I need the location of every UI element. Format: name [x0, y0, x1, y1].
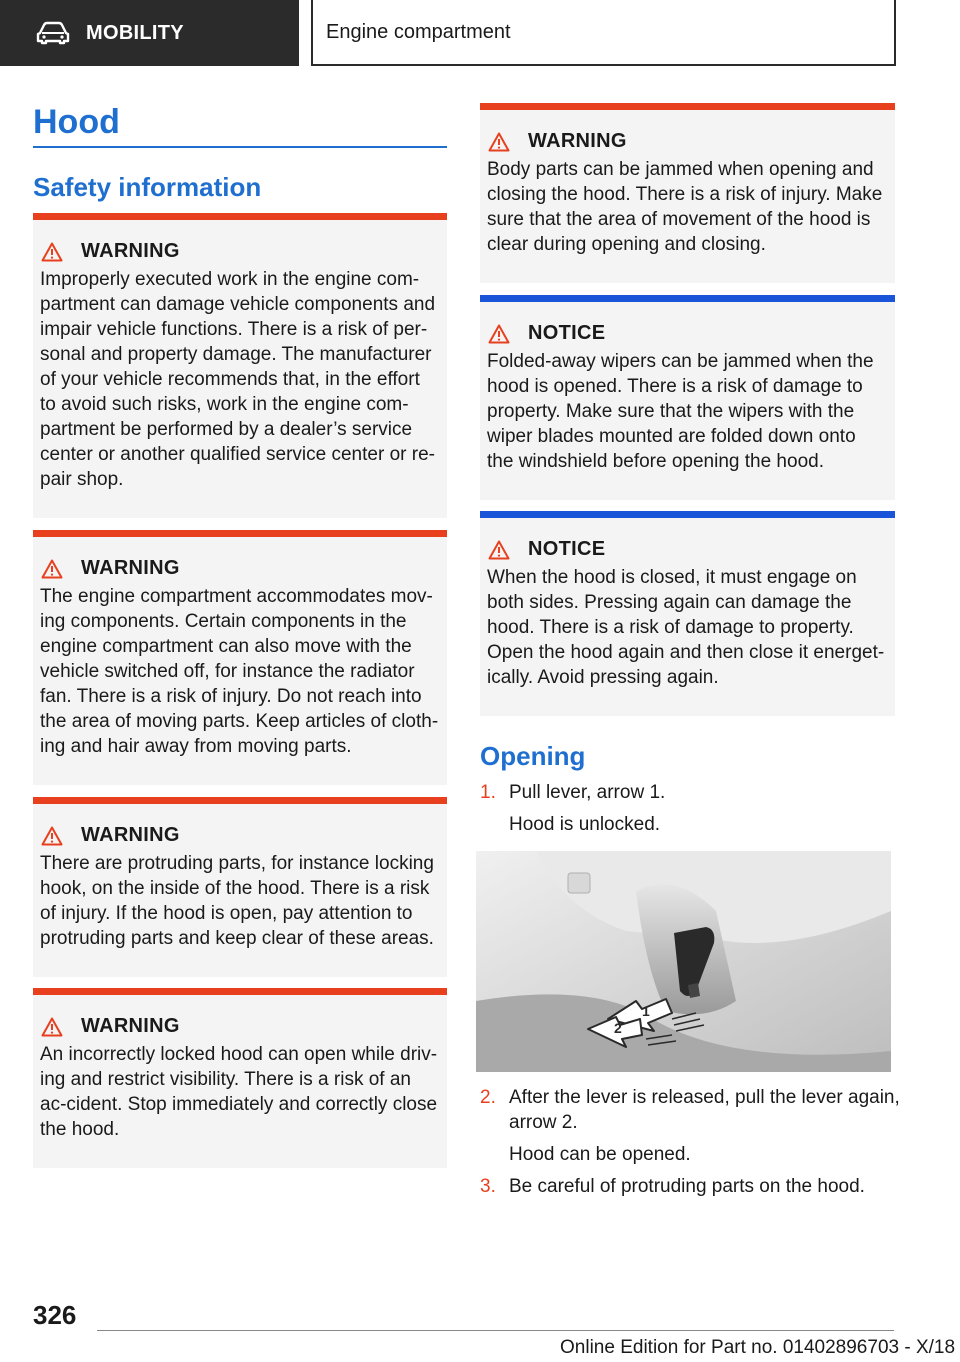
box-text: Folded-away wipers can be jammed when the hood is opened. There is a risk of damage to property. Make sure that the wipers with the wiper blades mounted are folded down onto the windshield before opening the hood. — [487, 351, 874, 472]
step-text: Be careful of protruding parts on the hood. — [509, 1176, 865, 1197]
box-heading-label: WARNING — [81, 557, 180, 579]
list-item — [480, 1174, 900, 1199]
box-text: Improperly executed work in the engine com‐partment can damage vehicle components and impair vehicle functions. There is a risk of per‐sonal and property damage. The manufacturer of your vehicle recommends that, in the effort to avoid such risks, work in the engine com‐partment be performed by a dealer’s service center or another qualified service center or re‐pair shop. — [40, 269, 436, 490]
section-heading-safety: Safety information — [33, 172, 262, 202]
warning-triangle-icon — [488, 540, 510, 560]
box-heading-label: WARNING — [81, 824, 180, 846]
warning-triangle-icon — [488, 132, 510, 152]
list-item — [480, 1085, 900, 1167]
step-result: Hood can be opened. — [509, 1144, 691, 1165]
figure-label-1: 1 — [642, 1003, 650, 1019]
warning-triangle-icon — [41, 826, 63, 846]
breadcrumb[interactable] — [311, 0, 896, 66]
box-heading-label: NOTICE — [528, 538, 606, 560]
box-text: When the hood is closed, it must engage on both sides. Pressing again can damage the hood. There is a risk of damage to property. Open the hood again and then close it energet‐ically. Avoid pressing again. — [487, 567, 885, 688]
hood-lever-illustration — [476, 851, 891, 1072]
box-heading — [41, 557, 439, 580]
warning-box — [33, 988, 447, 1168]
warning-box — [33, 797, 447, 977]
box-heading-label: NOTICE — [528, 322, 606, 344]
warning-triangle-icon — [41, 1017, 63, 1037]
footer-edition: Online Edition for Part no. 01402896703 - X/18 — [560, 1337, 956, 1358]
step-result: Hood is unlocked. — [509, 814, 661, 835]
warning-triangle-icon — [41, 242, 63, 262]
notice-box — [480, 295, 895, 500]
step-text: After the lever is released, pull the lever again, arrow 2. — [509, 1087, 900, 1133]
step-number: 1. — [480, 782, 496, 803]
box-text: An incorrectly locked hood can open while driv‐ing and restrict visibility. There is a risk of an ac‐cident. Stop immediately and correctly close the hood. — [40, 1044, 438, 1140]
warning-triangle-icon — [41, 559, 63, 579]
section-label: MOBILITY — [86, 21, 184, 44]
box-heading-label: WARNING — [528, 130, 627, 152]
box-heading — [488, 130, 887, 153]
box-text: Body parts can be jammed when opening and closing the hood. There is a risk of injury. Make sure that the area of movement of the hood is clear during opening and closing. — [487, 159, 883, 255]
list-item — [480, 780, 900, 837]
box-heading — [41, 1015, 439, 1038]
box-heading — [488, 322, 887, 345]
hood-lever-photo — [476, 851, 891, 1072]
box-heading-label: WARNING — [81, 240, 180, 262]
warning-box — [33, 530, 447, 785]
figure-label-2: 2 — [614, 1020, 622, 1036]
step-number: 3. — [480, 1176, 496, 1197]
header-section-tab[interactable] — [0, 0, 299, 66]
breadcrumb-label: Engine compartment — [326, 20, 511, 43]
page-title: Hood — [33, 103, 120, 141]
title-divider — [33, 146, 447, 148]
warning-triangle-icon — [488, 324, 510, 344]
footer-divider — [97, 1330, 894, 1331]
box-heading — [41, 240, 439, 263]
box-heading — [488, 538, 887, 561]
step-number: 2. — [480, 1087, 496, 1108]
box-heading-label: WARNING — [81, 1015, 180, 1037]
page-number: 326 — [33, 1300, 77, 1330]
box-text: There are protruding parts, for instance locking hook, on the inside of the hood. There is a risk of injury. If the hood is open, pay attention to protruding parts and keep clear of these areas. — [40, 853, 434, 949]
section-heading-opening: Opening — [480, 741, 586, 771]
warning-box — [33, 213, 447, 518]
notice-box — [480, 511, 895, 716]
step-text: Pull lever, arrow 1. — [509, 782, 666, 803]
box-text: The engine compartment accommodates mov‐ing components. Certain components in the engine compartment can also move with the vehicle switched off, for instance the radiator fan. There is a risk of injury. Do not reach into the area of moving parts. Keep articles of cloth‐ing and hair away from moving parts. — [40, 586, 439, 757]
warning-box — [480, 103, 895, 283]
box-heading — [41, 824, 439, 847]
car-icon — [36, 21, 70, 45]
